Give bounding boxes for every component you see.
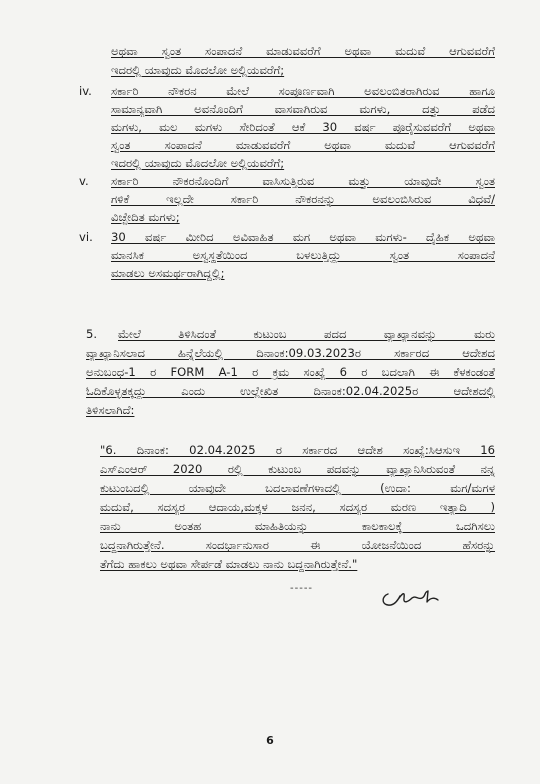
item-marker-v: v. (79, 174, 89, 188)
para5-line-5: ತಿಳಿಸಲಾಗಿದೆ: (86, 403, 135, 417)
item-iv-line-5: ಇದರಲ್ಲಿ ಯಾವುದು ಮೊದಲೋ ಅಲ್ಲಿಯವರೆಗೆ; (111, 156, 285, 170)
quote-line-7: ತೆಗೆದು ಹಾಕಲು ಅಥವಾ ಸೇರ್ಪಡೆ ಮಾಡಲು ನಾನು ಬದ್ಧನಾಗಿರುತ್ತೇನೆ." (100, 557, 358, 571)
para5-line-3: ಅನುಬಂಧ-1 ರ FORM A-1 ರ ಕ್ರಮ ಸಂಖ್ಯೆ 6 ರ ಬದಲಾಗಿ ಈ ಕೆಳಕಂಡಂತೆ (86, 365, 495, 379)
quote-line-6: ಬದ್ಧನಾಗಿರುತ್ತೇನೆ. ಸಂದರ್ಭಾನುಸಾರ ಈ ಯೋಜನೆಯಿಂದ ಹೆಸರನ್ನು (100, 538, 495, 552)
item-v-line-1: ಸರ್ಕಾರಿ ನೌಕರನೊಂದಿಗೆ ವಾಸಿಸುತ್ತಿರುವ ಮತ್ತು ಯಾವುದೇ ಸ್ವಂತ (111, 174, 495, 188)
quote-line-4: ಮದುವೆ, ಸದಸ್ಯರ ಆದಾಯ,ಮಕ್ಕಳ ಜನನ, ಸದಸ್ಯರ ಮರಣ ಇತ್ಯಾದಿ ) (100, 500, 495, 514)
handwritten-signature (378, 586, 448, 610)
item-marker-vi: vi. (79, 230, 93, 244)
item-marker-iv: iv. (79, 84, 92, 98)
quote-line-2: ಎಸ್‌ಎಂಆರ್ 2020 ರಲ್ಲಿ ಕುಟುಂಬ ಪದವನ್ನು ವ್ಯಾಖ್ಯಾನಿಸಿರುವಂತೆ ನನ್ನ (100, 462, 495, 476)
para5-line-1: ಮೇಲೆ ತಿಳಿಸಿದಂತೆ ಕುಟುಂಬ ಪದದ ವ್ಯಾಖ್ಯಾನವನ್ನು ಮರು (118, 327, 495, 341)
item-iv-line-3: ಮಗಳು, ಮಲ ಮಗಳು ಸೇರಿದಂತೆ ಆಕೆ 30 ವರ್ಷ ಪೂರೈಸುವವರೆಗೆ ಅಥವಾ (111, 120, 495, 134)
item-v-line-2: ಗಳಿಕೆ ಇಲ್ಲದೇ ಸರ್ಕಾರಿ ನೌಕರನನ್ನು ಅವಲಂಬಿಸಿರುವ ವಿಧವೆ/ (111, 192, 495, 206)
para5-line-2: ವ್ಯಾಖ್ಯಾನಿಸಲಾದ ಹಿನ್ನೆಲೆಯಲ್ಲಿ ದಿನಾಂಕ:09.03.2023ರ ಸರ್ಕಾರದ ಆದೇಶದ (86, 346, 495, 360)
item-iv-line-4: ಸ್ವಂತ ಸಂಪಾದನೆ ಮಾಡುವವರೆಗೆ ಅಥವಾ ಮದುವೆ ಆಗುವವರೆಗೆ (111, 138, 495, 152)
continuation-line-1: ಅಥವಾ ಸ್ವಂತ ಸಂಪಾದನೆ ಮಾಡುವವರೆಗೆ ಅಥವಾ ಮದುವೆ ಆಗುವವರೆಗೆ (111, 44, 495, 58)
quote-line-3: ಕುಟುಂಬದಲ್ಲಿ ಯಾವುದೇ ಬದಲಾವಣೆಗಳಾದಲ್ಲಿ (ಉದಾ: ಮಗ/ಮಗಳ (100, 481, 495, 495)
divider-dashes: ----- (290, 583, 314, 594)
item-vi-line-1: 30 ವರ್ಷ ಮೀರಿದ ಅವಿವಾಹಿತ ಮಗ ಅಥವಾ ಮಗಳು- ದೈಹಿಕ ಅಥವಾ (111, 230, 495, 244)
item-vi-line-3: ಮಾಡಲು ಅಸಮರ್ಥರಾಗಿದ್ದಲ್ಲಿ; (111, 266, 225, 280)
quote-line-5: ನಾನು ಅಂತಹ ಮಾಹಿತಿಯನ್ನು ಕಾಲಕಾಲಕ್ಕೆ ಒದಗಿಸಲು (100, 519, 495, 533)
item-v-line-3: ವಿಚ್ಛೇದಿತ ಮಗಳು; (111, 210, 180, 224)
para5-line-4: ಓದಿಕೊಳ್ಳತಕ್ಕದ್ದು ಎಂದು ಉಲ್ಲೇಖಿತ ದಿನಾಂಕ:02.04.2025ರ ಆದೇಶದಲ್ಲಿ (86, 384, 495, 398)
item-vi-line-2: ಮಾನಸಿಕ ಅಸ್ವಸ್ಥತೆಯಿಂದ ಬಳಲುತ್ತಿದ್ದು ಸ್ವಂತ ಸಂಪಾದನೆ (111, 248, 495, 262)
para5-number: 5. (86, 327, 98, 341)
quote-line-1: "6. ದಿನಾಂಕ: 02.04.2025 ರ ಸರ್ಕಾರದ ಆದೇಶ ಸಂಖ್ಯೆ:ಸಿಆಸುಇ 16 (100, 443, 495, 457)
item-iv-line-2: ಸಾಮಾನ್ಯವಾಗಿ ಅವನೊಂದಿಗೆ ವಾಸವಾಗಿರುವ ಮಗಳು, ದತ್ತು ಪಡೆದ (111, 102, 495, 116)
continuation-line-2: ಇದರಲ್ಲಿ ಯಾವುದು ಮೊದಲೋ ಅಲ್ಲಿಯವರೆಗೆ; (111, 63, 285, 77)
item-iv-line-1: ಸರ್ಕಾರಿ ನೌಕರನ ಮೇಲೆ ಸಂಪೂರ್ಣವಾಗಿ ಅವಲಂಬಿತರಾಗಿರುವ ಹಾಗೂ (111, 84, 495, 98)
page-number: 6 (266, 734, 274, 747)
